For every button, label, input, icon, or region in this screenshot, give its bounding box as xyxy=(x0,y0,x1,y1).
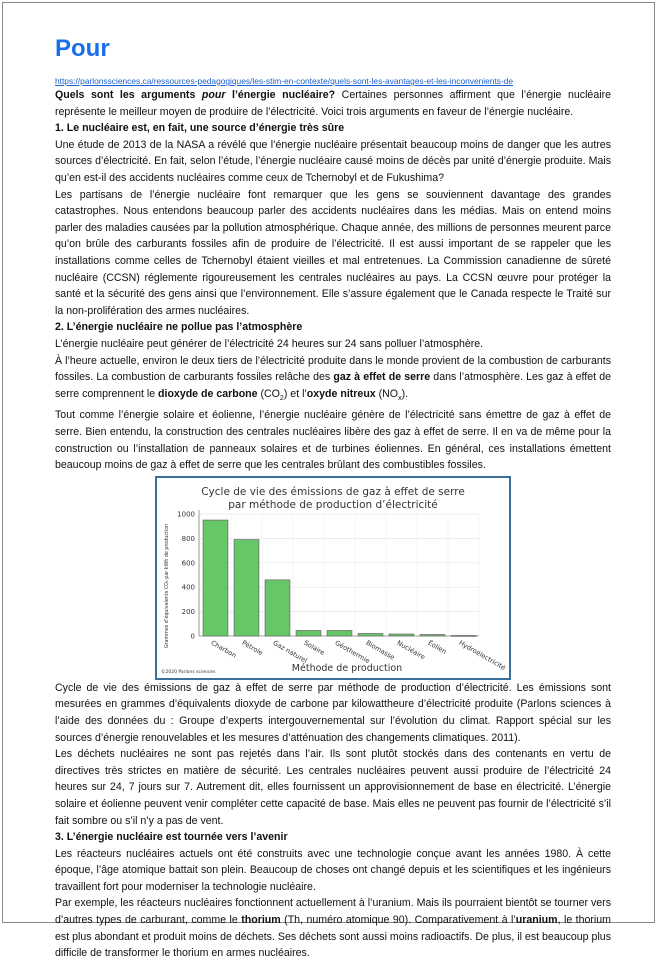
y-tick-label: 600 xyxy=(181,559,195,568)
document-page xyxy=(2,2,655,960)
page-title: Pour xyxy=(55,35,110,62)
section-1-heading: 1. Le nucléaire est, en fait, une source d’énergie très sûre xyxy=(55,122,345,135)
section-3-paragraph-1: Les réacteurs nucléaires actuels ont été construits avec une technologie conçue avant les années 1980. À cette époque, l’âge atomique battait son plein. Beaucoup de choses ont changé depuis et les scientifiques et les ingénieurs travaillent fort pour moderniser la technologie nucléaire. xyxy=(55,847,611,893)
y-tick-label: 800 xyxy=(181,534,195,543)
bar-pétrole xyxy=(234,539,259,635)
y-tick-label: 200 xyxy=(181,607,195,616)
chart-title-line-1: Cycle de vie des émissions de gaz à effet de serre xyxy=(201,485,465,498)
x-tick-label: Hydroélectricité xyxy=(457,638,507,672)
x-tick-label: Géothermie xyxy=(333,638,372,665)
x-tick-label: Charbon xyxy=(209,638,238,660)
x-tick-label: Biomasse xyxy=(364,638,397,662)
section-2-paragraph-2: À l’heure actuelle, environ le deux tiers de l’électricité produite dans le monde provient de la combustion de carburants fossiles. La combustion de carburants fossiles relâche des gaz à effet de serre dans l’atmosphère. Les gaz à effet de serre comprennent le dioxyde de carbone $(CO_2)$ et l’oxyde nitreux $(NO_x)$. xyxy=(55,354,611,402)
chart-credit: ©2020 Parlons sciences xyxy=(161,669,216,675)
section-3-paragraph-2: Par exemple, les réacteurs nucléaires fonctionnent actuellement à l’uranium. Mais ils pourraient bientôt se tourner vers d’autres types de carburant, comme le thorium (Th, numéro atomique 90). Comparativement à l’uranium, le thorium est plus abondant et produit moins de déchets. Ses déchets sont aussi moins radioactifs. De plus, il est beaucoup plus difficile de transformer le thorium en armes nucléaires. xyxy=(55,897,612,960)
chart-bars xyxy=(203,520,476,636)
section-1-paragraph-2: Les partisans de l’énergie nucléaire font remarquer que les gens se souviennent davantage des grandes catastrophes. Nous entendons beaucoup parler des accidents nucléaires dans les médias. Mais on entend moins parler des maladies causées par la pollution atmosphérique. Chaque année, des millions de personnes meurent parce qu’on brûle des carburants fossiles afin de produire de l’électricité. Il est aussi important de se rappeler que les installations comme celles de Tchernobyl étaient vieilles et mal entretenues. La Commission canadienne de sûreté nucléaire (CCSN) réglemente rigoureusement les centrales nucléaires au pays. La CCSN œuvre pour protéger la santé et la sécurité des gens ainsi que l’environnement. Elle s’assure également que le Canada respecte le Traité sur la non-prolifération des armes nucléaires. xyxy=(55,188,611,317)
bar-géothermie xyxy=(327,630,352,635)
y-tick-label: 0 xyxy=(190,632,195,641)
bar-gaz-naturel xyxy=(265,580,290,636)
intro-paragraph: Quels sont les arguments pour l’énergie nucléaire? Certaines personnes affirment que l’énergie nucléaire représente le meilleur moyen de produire de l’électricité. Voici trois arguments en faveur de l’énergie nucléaire. xyxy=(55,89,611,118)
section-1-paragraph-1: Une étude de 2013 de la NASA a révélé que l’énergie nucléaire présentait beaucoup moins de danger que les autres sources d’électricité. En fait, selon l’étude, l’énergie nucléaire causé moins de décès par unité d’énergie produite. Mais qu’en est-il des accidents nucléaires comme ceux de Tchernobyl et de Fukushima? xyxy=(55,138,611,184)
x-tick-label: Éolien xyxy=(426,638,448,656)
section-3-heading: 3. L’énergie nucléaire est tournée vers l’avenir xyxy=(55,831,288,844)
emissions-chart-figure xyxy=(155,476,511,680)
bar-charbon xyxy=(203,520,228,636)
section-2-paragraph-3: Tout comme l’énergie solaire et éolienne, l’énergie nucléaire génère de l’électricité sans émettre de gaz à effet de serre. Bien entendu, la construction des centrales nucléaires libère des gaz à effet de serre. Il en va de même pour la construction ou l’installation de panneaux solaires et de turbines éoliennes. En général, ces installations émettent beaucoup moins de gaz à effet de serre que les centrales brûlant des combustibles fossiles. xyxy=(55,409,611,472)
section-2-paragraph-1: L’énergie nucléaire peut générer de l’électricité 24 heures sur 24 sans polluer l’atmosphère. xyxy=(55,337,484,350)
emissions-bar-chart xyxy=(157,478,509,678)
chart-x-axis-label: Méthode de production xyxy=(291,662,403,674)
x-tick-label: Solaire xyxy=(302,638,327,657)
chart-y-axis-label: Grammes d’équivalents CO₂ par kWh de production xyxy=(165,523,170,648)
source-link[interactable]: https://parlonssciences.ca/ressources-pedagogiques/les-stim-en-contexte/quels-sont-les-avantages-et-les-inconvenients-de xyxy=(55,76,514,86)
section-2-heading: 2. L’énergie nucléaire ne pollue pas l’atmosphère xyxy=(55,321,303,334)
bar-solaire xyxy=(296,630,321,635)
intro-question: Quels sont les arguments pour l’énergie nucléaire? xyxy=(55,89,336,101)
document-body xyxy=(55,33,611,962)
bar-biomasse xyxy=(358,633,383,635)
bar-nucléaire xyxy=(389,634,414,636)
x-tick-label: Nucléaire xyxy=(395,638,427,662)
x-tick-label: Pétrole xyxy=(240,638,265,657)
x-tick-label: Gaz naturel xyxy=(271,638,309,665)
figure-caption: Cycle de vie des émissions de gaz à effet de serre par méthode de production d’électricité. Les émissions sont mesurées en grammes d’équivalents dioxyde de carbone par kilowattheure d’électricité produite (Parlons sciences à l’aide des données du : Groupe d’experts intergouvernemental sur l’évolution du climat. Rapport spécial sur les sources d’énergie renouvelables et les mesures d’atténuation des changements climatiques. 2011). xyxy=(55,681,611,744)
y-tick-label: 400 xyxy=(181,583,195,592)
section-2-paragraph-4: Les déchets nucléaires ne sont pas rejetés dans l’air. Ils sont plutôt stockés dans des contenants en vertu de directives très strictes en matière de sécurité. Les centrales nucléaires peuvent aussi produire de l’électricité 24 heures sur 24, 7 jours sur 7. Autrement dit, elles fournissent un approvisionnement de base en électricité. L’énergie solaire et éolienne peuvent venir compléter cette capacité de base. Mais elles ne peuvent pas fournir de l’électricité s’il fait sombre ou s’il n’y a pas de vent. xyxy=(55,748,611,827)
bar-hydroélectricité xyxy=(451,635,476,636)
bar-éolien xyxy=(420,634,445,635)
chart-title-line-2: par méthode de production d’électricité xyxy=(228,498,438,511)
y-tick-label: 1000 xyxy=(177,510,195,519)
